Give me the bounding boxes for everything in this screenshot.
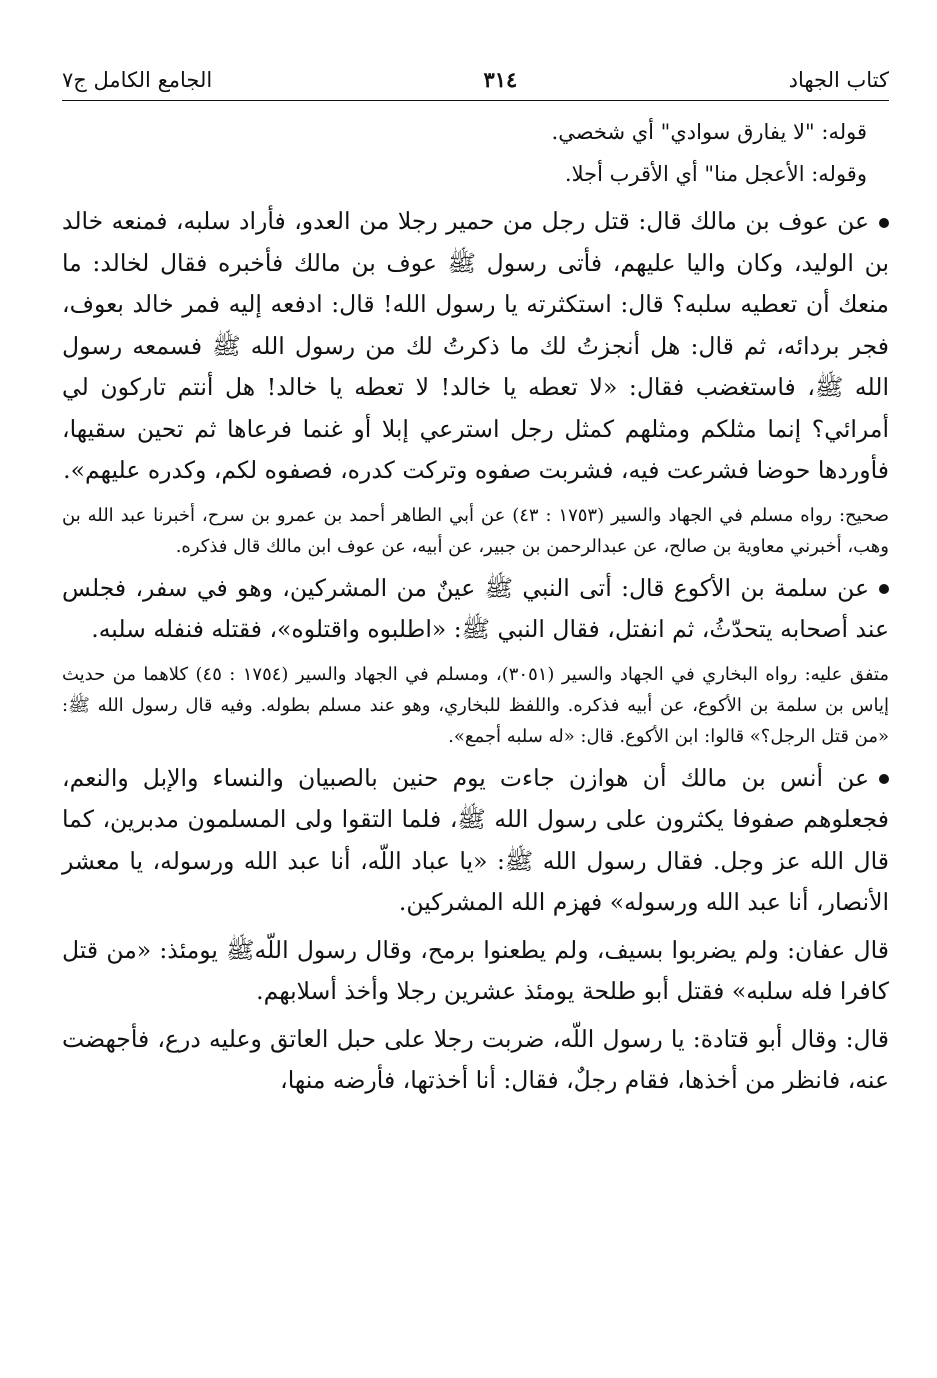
page-number: ٣١٤ bbox=[483, 67, 518, 92]
source-note: صحيح: رواه مسلم في الجهاد والسير (١٧٥٣ : ٤٣) عن أبي الطاهر أحمد بن عمرو بن سرح، أخبرنا عبد الله بن وهب، أخبرني معاوية بن صالح، عن عبدالرحمن بن جبير، عن أبيه، عن عوف ابن مالك قال فذكره. bbox=[62, 504, 889, 557]
volume-title: الجامع الكامل ج٧ bbox=[62, 68, 213, 92]
hadith-text: عن عوف بن مالك قال: قتل رجل من حمير رجلا من العدو، فأراد سلبه، فمنعه خالد بن الوليد، وكان واليا عليهم، فأتى رسول ﷺ عوف بن مالك فأخبره فقال لخالد: ما منعك أن تعطيه سلبه؟ قال: استكثرته يا رسول الله! قال: ادفعه إليه فمر خالد بعوف، فجر بردائه، ثم قال: هل أنجزتُ لك ما ذكرتُ لك من رسول الله ﷺ فسمعه رسول الله ﷺ، فاستغضب فقال: «لا تعطه يا خالد! لا تعطه يا خالد! هل أنتم تاركون لي أمرائي؟ إنما مثلكم ومثلهم كمثل رجل استرعي إبلا أو غنما فرعاها ثم تحين سقيها، فأوردها حوضا فشرعت فيه، فشربت صفوه وتركت كدره، فصفوه لكم، وكدره عليهم». bbox=[62, 207, 889, 484]
header-rule bbox=[62, 100, 889, 101]
book-title: كتاب الجهاد bbox=[788, 68, 889, 92]
body-paragraph: قال: وقال أبو قتادة: يا رسول اللّه، ضربت رجلا على حبل العاتق وعليه درع، فأجهضت عنه، فانظر من أخذها، فقام رجلٌ، فقال: أنا أخذتها، فأرضه منها، bbox=[62, 1024, 889, 1094]
page-header bbox=[62, 62, 889, 96]
hadith-paragraph bbox=[62, 568, 889, 651]
bullet-icon bbox=[879, 218, 889, 228]
bullet-icon bbox=[879, 584, 889, 594]
hadith-text: عن سلمة بن الأكوع قال: أتى النبي ﷺ عينٌ من المشركين، وهو في سفر، فجلس عند أصحابه يتحدّثُ، ثم انفتل، فقال النبي ﷺ: «اطلبوه واقتلوه»، فقتله فنفله سلبه. bbox=[62, 573, 889, 643]
hadith-paragraph bbox=[62, 758, 889, 924]
note-line: وقوله: الأعجل منا" أي الأقرب أجلا. bbox=[564, 162, 867, 186]
body-paragraph: قال عفان: ولم يضربوا بسيف، ولم يطعنوا برمح، وقال رسول اللّهﷺ يومئذ: «من قتل كافرا فله سلبه» فقتل أبو طلحة يومئذ عشرين رجلا وأخذ أسلابهم. bbox=[62, 935, 889, 1005]
hadith-text: عن أنس بن مالك أن هوازن جاءت يوم حنين بالصبيان والنساء والإبل والنعم، فجعلوهم صفوفا يكثرون على رسول الله ﷺ، فلما التقوا ولى المسلمون مدبرين، كما قال الله عز وجل. فقال رسول الله ﷺ: «يا عباد اللّه، أنا عبد الله ورسوله، يا معشر الأنصار، أنا عبد الله ورسوله» فهزم الله المشركين. bbox=[62, 763, 889, 916]
bullet-icon bbox=[879, 774, 889, 784]
note-line: قوله: "لا يفارق سوادي" أي شخصي. bbox=[551, 120, 867, 144]
hadith-paragraph bbox=[62, 201, 889, 492]
source-note: متفق عليه: رواه البخاري في الجهاد والسير (٣٠٥١)، ومسلم في الجهاد والسير (١٧٥٤ : ٤٥) كلاهما من حديث إياس بن سلمة بن الأكوع، عن أبيه فذكره. واللفظ للبخاري، وهو عند مسلم بطوله. وفيه قال رسول الله ﷺ: «من قتل الرجل؟» قالوا: ابن الأكوع. قال: «له سلبه أجمع». bbox=[62, 663, 890, 747]
